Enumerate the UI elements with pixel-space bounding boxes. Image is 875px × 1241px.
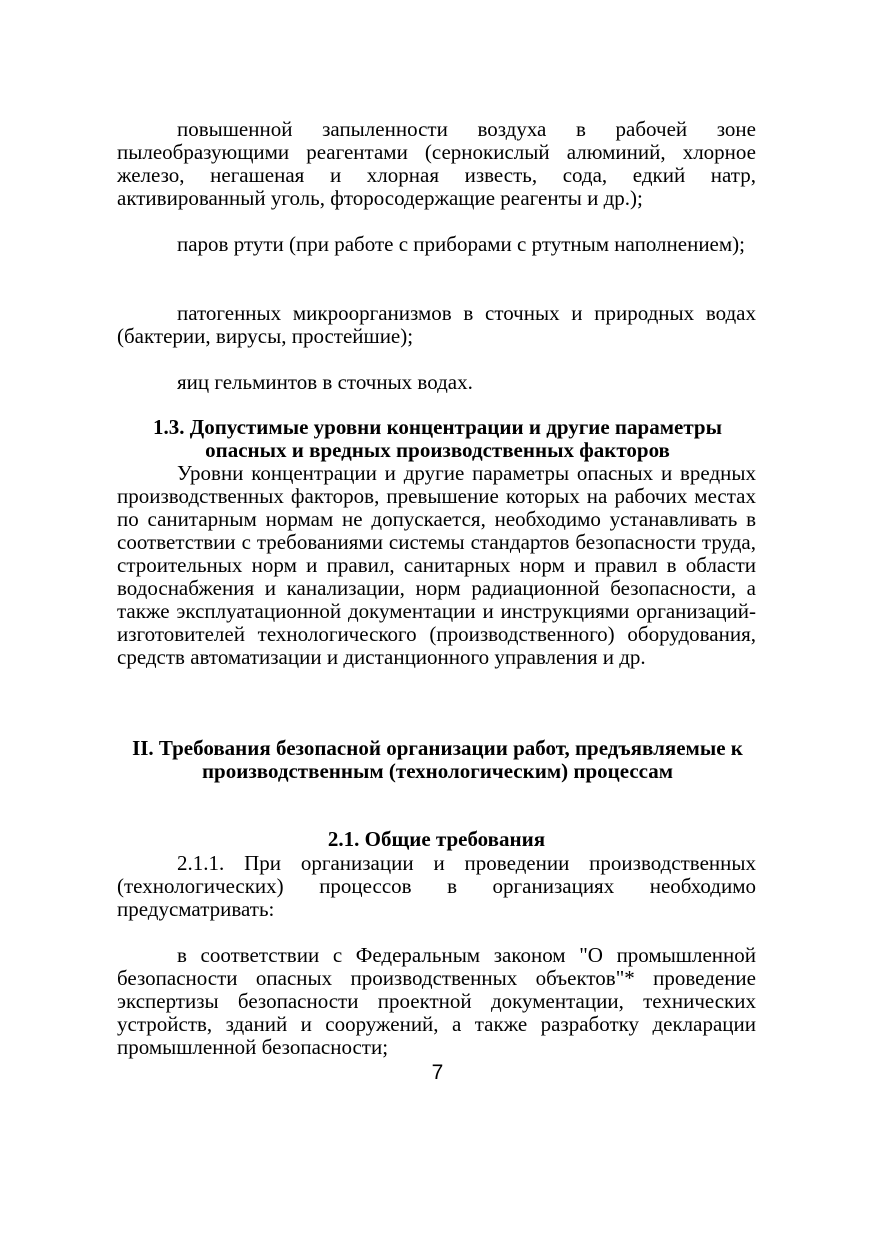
heading-section-2: II. Требования безопасной организации работ, предъявляемые к производственным (технологическим) процессам <box>132 736 743 783</box>
paragraph-safety-expertise: в соответствии с Федеральным законом "О промышленной безопасности опасных производственных объектов"* проведение экспертизы безопасности проектной документации, технических устройств, зданий и сооружений, а также разработку декларации промышленной безопасности; <box>117 943 756 1059</box>
heading-section-2-1: 2.1. Общие требования <box>327 827 546 851</box>
paragraph-pathogens: патогенных микроорганизмов в сточных и природных водах (бактерии, вирусы, простейшие); <box>117 301 756 348</box>
paragraph-section-1-3-body: Уровни концентрации и другие параметры опасных и вредных производственных факторов, превышение которых на рабочих местах по санитарным нормам не допускается, необходимо устанавливать в соответствии с требованиями системы стандартов безопасности труда, строительных норм и правил, санитарных норм и правил в области водоснабжения и канализации, норм радиационной безопасности, а также эксплуатационной документации и инструкциями организаций-изготовителей технологического (производственного) оборудования, средств автоматизации и дистанционного управления и др. <box>117 461 756 669</box>
paragraph-mercury-vapor: паров ртути (при работе с приборами с ртутным наполнением); <box>177 232 745 256</box>
heading-section-1-3: 1.3. Допустимые уровни концентрации и другие параметры опасных и вредных производственных факторов <box>153 415 722 462</box>
paragraph-helminth-eggs: яиц гельминтов в сточных водах. <box>177 370 473 394</box>
paragraph-dust-concentration: повышенной запыленности воздуха в рабочей зоне пылеобразующими реагентами (сернокислый алюминий, хлорное железо, негашеная и хлорная известь, сода, едкий натр, активированный уголь, фторосодержащие реагенты и др.); <box>117 117 756 210</box>
paragraph-clause-2-1-1: 2.1.1. При организации и проведении производственных (технологических) процессов в организациях необходимо предусматривать: <box>117 851 756 921</box>
page-number: 7 <box>431 1061 444 1084</box>
